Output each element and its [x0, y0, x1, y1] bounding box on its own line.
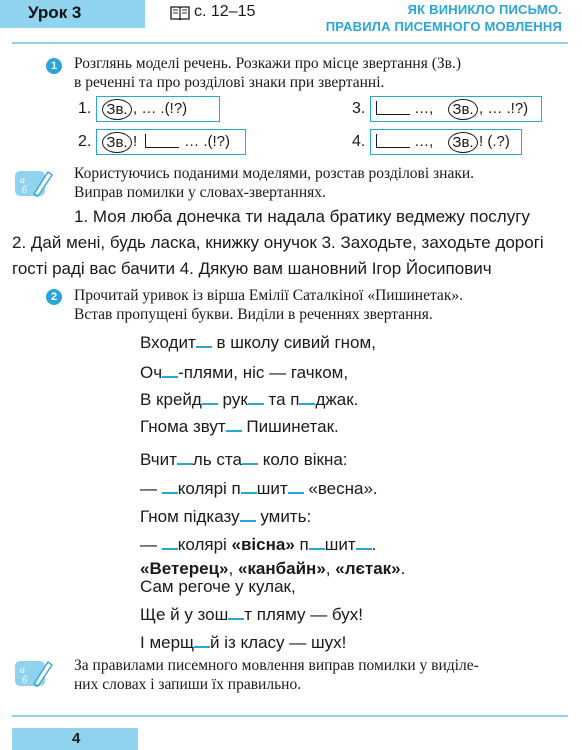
pattern-text: … .(!?): [180, 133, 231, 150]
task-number-badge: 1: [46, 58, 62, 74]
page-number: 4: [72, 730, 81, 747]
pattern-number: 3.: [352, 100, 366, 117]
letter-blank[interactable]: [356, 534, 372, 550]
svg-text:а: а: [20, 175, 25, 186]
letter-blank[interactable]: [242, 449, 258, 465]
address-ellipse: Зв.: [448, 99, 478, 120]
poem-line: Входит в школу сивий гном,: [140, 333, 376, 352]
poem-line: Гном підказу умить:: [140, 507, 312, 526]
letter-blank[interactable]: [177, 449, 193, 465]
pattern-text: , … .(!?): [133, 100, 188, 117]
task2-text-line1: Користуючись поданими моделями, розстав розділові знаки.: [74, 165, 475, 182]
task-number-badge: 2: [46, 289, 62, 305]
address-ellipse: Зв.: [102, 132, 132, 153]
task3-text-line2: Встав пропущені букви. Виділи в реченнях звертання.: [74, 306, 433, 323]
letter-blank[interactable]: [228, 604, 244, 620]
notebook-pen-icon: [14, 658, 54, 688]
letter-blank[interactable]: [288, 478, 304, 494]
task1-text-line1: Розглянь моделі речень. Розкажи про місце звертання (Зв.): [74, 55, 461, 72]
poem-line: «Ветерец», «канбайн», «лєтак».: [140, 559, 406, 578]
poem-line: — колярі п шит «весна».: [140, 479, 378, 498]
header-divider: [12, 42, 568, 44]
poem-line: Гнома звут Пишинетак.: [140, 417, 339, 436]
letter-blank[interactable]: [226, 416, 242, 432]
notebook-pen-icon: [14, 168, 54, 198]
sentence-blank-line: [376, 101, 410, 115]
pages-reference: с. 12–15: [194, 3, 256, 20]
pattern-text: ! (.?): [479, 133, 510, 150]
letter-blank[interactable]: [299, 389, 315, 405]
letter-blank[interactable]: [309, 534, 325, 550]
highlighted-word: «канбайн»: [237, 559, 326, 578]
lesson-title-line1: ЯК ВИНИКЛО ПИСЬМО.: [407, 2, 562, 17]
svg-text:а: а: [20, 665, 25, 676]
pattern-number: 1.: [78, 100, 92, 117]
address-ellipse: Зв.: [448, 132, 478, 153]
footer-divider: [12, 715, 568, 717]
exercise-sentence-line3: гості раді вас бачити 4. Дякую вам шановний Ігор Йосипович: [12, 259, 492, 278]
book-icon: [170, 5, 190, 21]
task1-text-line2: в реченні та про розділові знаки при звертанні.: [74, 74, 385, 91]
letter-blank[interactable]: [241, 478, 257, 494]
pattern-text: !: [133, 133, 142, 150]
svg-text:б: б: [22, 675, 28, 686]
poem-line: І мерщ й із класу — шух!: [140, 633, 347, 652]
exercise-sentence-line2: 2. Дай мені, будь ласка, книжку онучок 3. Заходьте, заходьте дорогі: [12, 233, 544, 252]
letter-blank[interactable]: [194, 632, 210, 648]
sentence-blank-line: [145, 134, 179, 148]
task4-text-line1: За правилами писемного мовлення виправ помилки у виділе-: [74, 657, 479, 674]
highlighted-word: «Ветерец»: [140, 559, 229, 578]
lesson-label: Урок 3: [28, 3, 82, 22]
sentence-blank-line: [376, 134, 410, 148]
letter-blank[interactable]: [202, 389, 218, 405]
letter-blank[interactable]: [248, 389, 264, 405]
poem-line: — колярі «вісна» п шит .: [140, 535, 377, 554]
lesson-title-line2: ПРАВИЛА ПИСЕМНОГО МОВЛЕННЯ: [325, 19, 562, 34]
poem-line: Ще й у зош т пляму — бух!: [140, 605, 364, 624]
letter-blank[interactable]: [240, 506, 256, 522]
exercise-sentence-line1: 1. Моя люба донечка ти надала братику ведмежу послугу: [74, 207, 530, 226]
poem-line: В крейд рук та п джак.: [140, 390, 359, 409]
task2-text-line2: Виправ помилки у словах-звертаннях.: [74, 184, 326, 201]
poem-line: Сам регоче у кулак,: [140, 577, 296, 596]
letter-blank[interactable]: [162, 362, 178, 378]
pattern-number: 4.: [352, 133, 366, 150]
pattern-text: , … .!?): [479, 100, 529, 117]
letter-blank[interactable]: [196, 332, 212, 348]
highlighted-word: «вісна»: [231, 535, 295, 554]
pattern-text: …,: [410, 100, 438, 117]
highlighted-word: «лєтак»: [335, 559, 401, 578]
task3-text-line1: Прочитай уривок із вірша Емілії Саталкіної «Пишинетак».: [74, 287, 463, 304]
poem-line: Вчит ль ста коло вікна:: [140, 450, 348, 469]
pattern-number: 2.: [78, 133, 92, 150]
letter-blank[interactable]: [162, 478, 178, 494]
letter-blank[interactable]: [162, 534, 178, 550]
poem-line: Оч -плями, ніс — гачком,: [140, 363, 349, 382]
pattern-text: …,: [410, 133, 438, 150]
svg-text:б: б: [22, 185, 28, 196]
task4-text-line2: них словах і запиши їх правильно.: [74, 676, 302, 693]
address-ellipse: Зв.: [102, 99, 132, 120]
